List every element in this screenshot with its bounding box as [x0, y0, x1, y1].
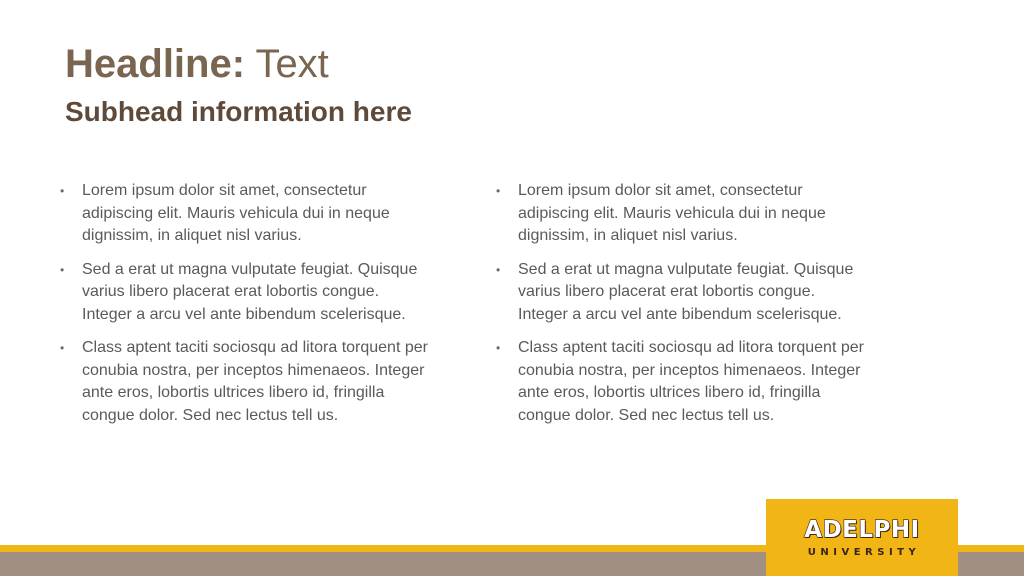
headline-text: Text: [255, 42, 329, 86]
bullet-text: Class aptent taciti sociosqu ad litora torquent per conubia nostra, per inceptos himenaeos. Integer ante eros, lobortis ultrices libero id, fringilla congue dolor. Sed nec lectus tell us.: [518, 339, 864, 424]
bullet-list-left: [60, 180, 430, 438]
bullet-dot-icon: •: [496, 184, 501, 198]
bullet-text: Sed a erat ut magna vulputate feugiat. Quisque varius libero placerat erat lobortis congue. Integer a arcu vel ante bibendum scelerisque.: [82, 260, 418, 323]
adelphi-logo: [766, 499, 958, 576]
headline-bold: Headline:: [65, 42, 246, 86]
slide-headline: [65, 40, 329, 88]
slide-subhead: Subhead information here: [65, 96, 412, 127]
logo-subtitle: UNIVERSITY: [807, 547, 921, 558]
bullet-text: Lorem ipsum dolor sit amet, consectetur adipiscing elit. Mauris vehicula dui in neque dignissim, in aliquet nisl varius.: [518, 182, 826, 244]
bullet-list-right: [496, 180, 866, 438]
bullet-dot-icon: •: [496, 341, 501, 355]
bullet-dot-icon: •: [60, 262, 65, 277]
bullet-dot-icon: •: [60, 184, 65, 198]
bullet-text: Class aptent taciti sociosqu ad litora torquent per conubia nostra, per inceptos himenaeos. Integer ante eros, lobortis ultrices libero id, fringilla congue dolor. Sed nec lectus tell us.: [82, 339, 428, 424]
bullet-item: [60, 180, 430, 248]
bullet-text: Lorem ipsum dolor sit amet, consectetur adipiscing elit. Mauris vehicula dui in neque dignissim, in aliquet nisl varius.: [82, 182, 390, 244]
bullet-item: [496, 337, 866, 427]
bullet-item: [60, 259, 430, 327]
bullet-text: Sed a erat ut magna vulputate feugiat. Quisque varius libero placerat erat lobortis congue. Integer a arcu vel ante bibendum scelerisque.: [518, 260, 854, 323]
bullet-dot-icon: •: [60, 341, 65, 355]
bullet-item: [60, 337, 430, 427]
logo-wordmark: ADELPHI: [804, 517, 920, 543]
bullet-item: [496, 180, 866, 248]
bullet-dot-icon: •: [496, 262, 501, 277]
bullet-item: [496, 259, 866, 327]
